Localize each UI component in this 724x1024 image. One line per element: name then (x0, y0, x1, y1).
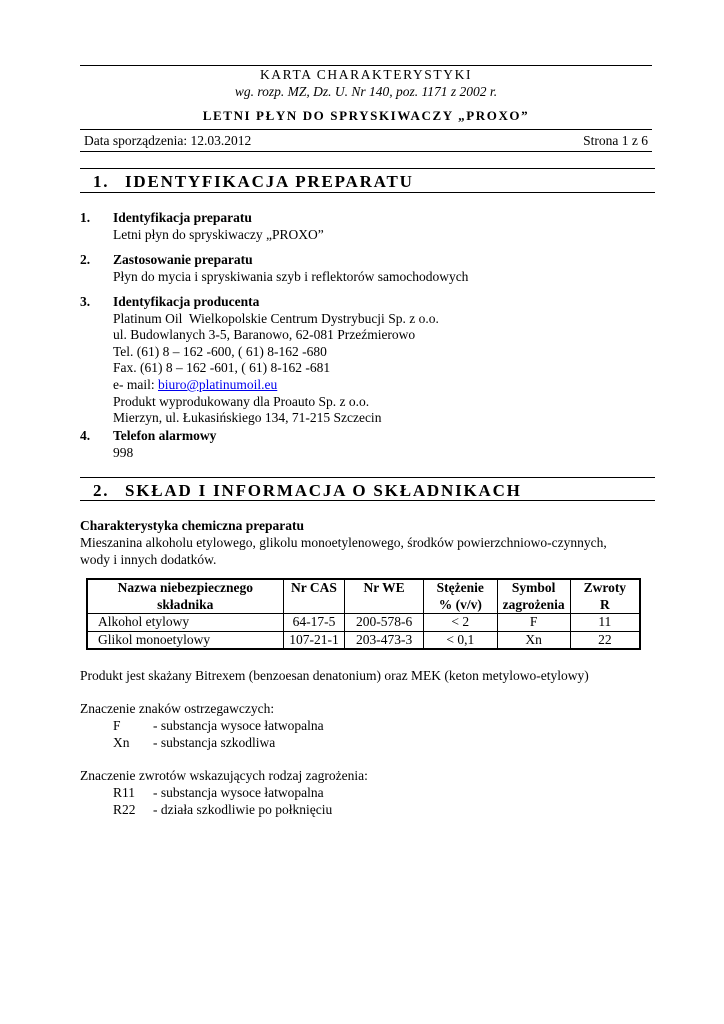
table-cell: 107-21-1 (283, 631, 345, 649)
table-cell: 22 (570, 631, 640, 649)
table-row (87, 614, 640, 632)
denaturant-note: Produkt jest skażany Bitrexem (benzoesan denatonium) oraz MEK (keton metylowo-etylowy) (80, 668, 589, 683)
header-r-phrases: Zwroty R (570, 579, 640, 614)
section2-number: 2. (93, 481, 110, 500)
table-cell: 200-578-6 (345, 614, 424, 632)
section2-heading (93, 481, 522, 501)
producer-email-row (113, 377, 439, 394)
item2-line: Płyn do mycia i spryskiwania szyb i reflektorów samochodowych (113, 268, 469, 284)
item3-body (113, 294, 439, 427)
section2-bottom-rule (80, 500, 655, 501)
symbol-row-xn (113, 735, 275, 751)
section1-title: IDENTYFIKACJA PREPARATU (125, 172, 414, 191)
phrase-code: R11 (113, 785, 136, 800)
section1-top-rule (80, 168, 655, 169)
chem-heading: Charakterystyka chemiczna preparatu (80, 518, 304, 533)
symbols-heading: Znaczenie znaków ostrzegawczych: (80, 701, 275, 716)
header-component: Nazwa niebezpiecznego składnika (87, 579, 283, 614)
phrase-desc: - substancja wysoce łatwopalna (153, 785, 324, 800)
manufacturer-address: Mierzyn, ul. Łukasińskiego 134, 71-215 Szczecin (113, 410, 382, 426)
table-cell: 203-473-3 (345, 631, 424, 649)
table-row (87, 631, 640, 649)
phrase-row-r11 (113, 785, 324, 801)
section1-number: 1. (93, 172, 110, 191)
item1-body (113, 210, 324, 243)
item3-number: 3. (80, 294, 91, 309)
symbol-code: F (113, 718, 121, 733)
phrases-heading: Znaczenie zwrotów wskazujących rodzaj zagrożenia: (80, 768, 368, 783)
table-cell: Xn (497, 631, 570, 649)
item2-heading: Zastosowanie preparatu (113, 252, 253, 267)
symbol-code: Xn (113, 735, 130, 750)
email-label: e- mail: (113, 376, 158, 392)
document-title: KARTA CHARAKTERYSTYKI (259, 67, 473, 82)
section2-top-rule (80, 477, 655, 478)
item2-number: 2. (80, 252, 91, 267)
header-concentration: Stężenie % (v/v) (423, 579, 497, 614)
symbol-row-f (113, 718, 324, 734)
phrase-desc: - działa szkodliwie po połknięciu (153, 802, 333, 817)
symbol-desc: - substancja szkodliwa (153, 735, 276, 750)
table-cell: < 0,1 (423, 631, 497, 649)
header-cas: Nr CAS (283, 579, 345, 614)
table-cell: Glikol monoetylowy (87, 631, 283, 649)
header-top-rule (80, 65, 652, 66)
product-name: LETNI PŁYN DO SPRYSKIWACZY „PROXO” (202, 108, 530, 123)
document-regulation: wg. rozp. MZ, Dz. U. Nr 140, poz. 1171 z 2002 r. (234, 84, 498, 99)
header-mid-rule (80, 129, 652, 130)
table-cell: < 2 (423, 614, 497, 632)
producer-name: Platinum Oil Wielkopolskie Centrum Dystrybucji Sp. z o.o. (113, 310, 439, 326)
item1-number: 1. (80, 210, 91, 225)
page-number: Strona 1 z 6 (583, 133, 648, 148)
email-link[interactable]: biuro@platinumoil.eu (157, 376, 278, 392)
section2-title: SKŁAD I INFORMACJA O SKŁADNIKACH (125, 481, 522, 500)
item3-heading: Identyfikacja producenta (113, 294, 260, 309)
table-cell: 64-17-5 (283, 614, 345, 632)
producer-fax: Fax. (61) 8 – 162 -601, ( 61) 8-162 -681 (113, 360, 331, 376)
item2-body (113, 252, 468, 285)
chem-line-1: Mieszanina alkoholu etylowego, glikolu monoetylenowego, środków powierzchniowo-czynnych, (80, 535, 607, 550)
symbol-desc: - substancja wysoce łatwopalna (153, 718, 324, 733)
manufactured-for: Produkt wyprodukowany dla Proauto Sp. z o.o. (113, 393, 370, 409)
table-cell: F (497, 614, 570, 632)
item4-number: 4. (80, 428, 91, 443)
producer-address: ul. Budowlanych 3-5, Baranowo, 62-081 Przeźmierowo (113, 327, 416, 343)
table-header-row (87, 579, 640, 614)
emergency-phone: 998 (113, 444, 134, 460)
table-cell: 11 (570, 614, 640, 632)
composition-table (86, 578, 641, 650)
document-date: Data sporządzenia: 12.03.2012 (84, 133, 252, 148)
phrase-row-r22 (113, 802, 332, 818)
item1-heading: Identyfikacja preparatu (113, 210, 252, 225)
producer-phone: Tel. (61) 8 – 162 -600, ( 61) 8-162 -680 (113, 343, 327, 359)
item1-line: Letni płyn do spryskiwaczy „PROXO” (113, 226, 324, 242)
phrase-code: R22 (113, 802, 136, 817)
header-bottom-rule (80, 151, 652, 152)
chem-line-2: wody i innych dodatków. (80, 552, 217, 567)
section1-heading (93, 172, 414, 192)
section1-bottom-rule (80, 192, 655, 193)
item4-heading: Telefon alarmowy (113, 428, 217, 443)
table-cell: Alkohol etylowy (87, 614, 283, 632)
header-we: Nr WE (345, 579, 424, 614)
item4-body (113, 428, 216, 461)
header-hazard-symbol: Symbol zagrożenia (497, 579, 570, 614)
